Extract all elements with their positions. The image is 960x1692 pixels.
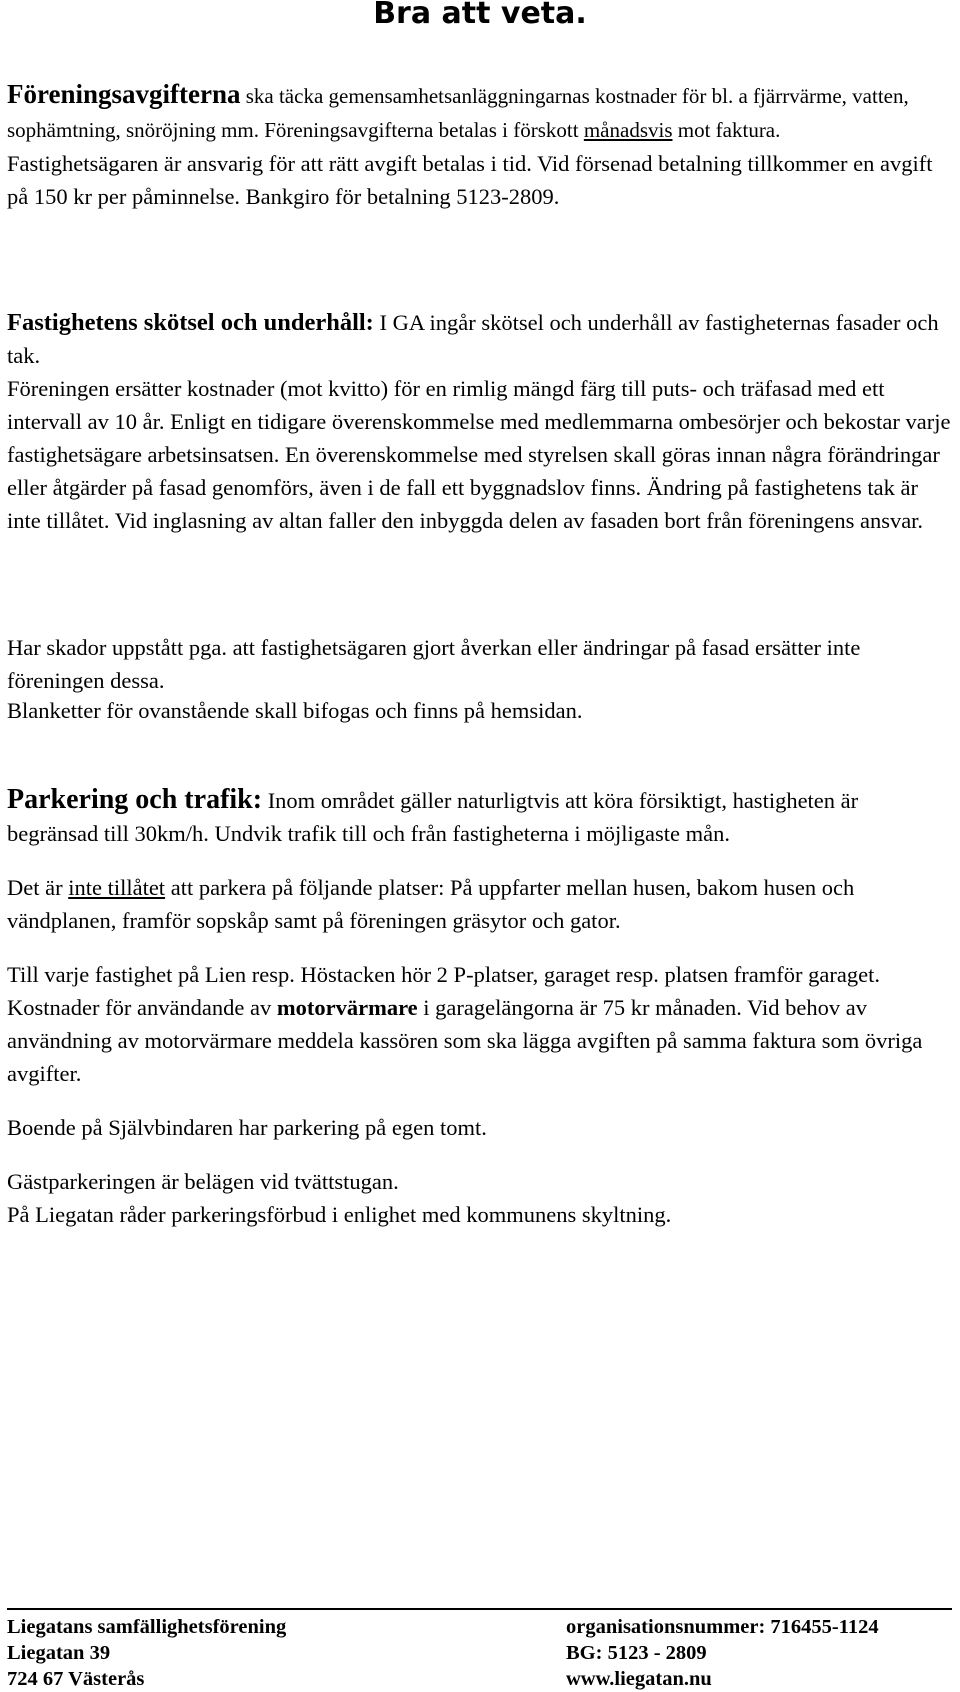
footer-bankgiro: BG: 5123 - 2809 — [566, 1642, 707, 1664]
parkering-heading: Parkering och trafik: — [7, 784, 263, 815]
footer-left — [7, 1614, 286, 1692]
avgifter-heading: Föreningsavgifterna — [7, 79, 241, 109]
avgifter-text-end: mot faktura. — [672, 118, 781, 142]
motorvarmare-paragraph — [7, 991, 952, 1090]
footer-org-number: organisationsnummer: 716455-1124 — [566, 1616, 879, 1638]
blanketter-paragraph: Blanketter för ovanstående skall bifogas och finns på hemsidan. — [7, 698, 583, 723]
avgifter-manadsvis: månadsvis — [583, 118, 673, 142]
skotsel-body-paragraph: Föreningen ersätter kostnader (mot kvitto) för en rimlig mängd färg till puts- och träfasad med ett intervall av 10 år. Enligt en tidigare överenskommelse med medlemmarna ombesörjer och bekostar varje fastighetsägare arbetsinsatsen. En överenskommelse med styrelsen skall göras innan några förändringar eller åtgärder på fasad genomförs, även i de fall ett byggnadslov finns. Ändring på fastighetens tak är inte tillåtet. Vid inglasning av altan faller den inbyggda delen av fasaden bort från föreningens ansvar. — [7, 376, 951, 533]
skotsel-intro-paragraph — [7, 306, 952, 372]
motor-post: i garagelängorna är 75 kr månaden. Vid behov av användning av motorvärmare meddela kassören som ska lägga avgiften på samma faktura som övriga avgifter. — [7, 995, 923, 1086]
footer-address: Liegatan 39 — [7, 1642, 111, 1664]
section-foreningsavgifter — [7, 78, 952, 213]
avgifter-text: ska täcka gemensamhetsanläggningarnas kostnader för bl. a fjärrvärme, vatten, sophämtning, snöröjning mm. Föreningsavgifterna betalas i förskott — [7, 84, 909, 142]
forbud-post: att parkera på följande platser: På uppfarter mellan husen, bakom husen och vändplanen, framför sopskåp samt på föreningen gräsytor och gator. — [7, 875, 855, 933]
parkering-forbud-paragraph — [7, 871, 952, 937]
pplatser-paragraph: Till varje fastighet på Lien resp. Höstacken hör 2 P-platser, garaget resp. platsen framför garaget. — [7, 962, 880, 987]
section-parkering — [7, 783, 952, 1231]
footer-website: www.liegatan.nu — [566, 1668, 712, 1690]
motor-bold: motorvärmare — [276, 995, 418, 1020]
sjalvbindaren-paragraph: Boende på Självbindaren har parkering på egen tomt. — [7, 1115, 487, 1140]
skotsel-heading: Fastighetens skötsel och underhåll: — [7, 309, 374, 336]
skador-paragraph: Har skador uppstått pga. att fastighetsägaren gjort åverkan eller ändringar på fasad ersätter inte föreningen dessa. — [7, 635, 861, 693]
parkering-intro: Inom området gäller naturligtvis att köra försiktigt, hastigheten är begränsad till 30km/h. Undvik trafik till och från fastigheterna i möjligaste mån. — [7, 788, 859, 846]
parkering-intro-paragraph — [7, 783, 952, 850]
motor-pre: Kostnader för användande av — [7, 995, 277, 1020]
avgifter-paragraph — [7, 78, 952, 147]
section-skotsel — [7, 306, 952, 537]
forbud-pre: Det är — [7, 875, 69, 900]
forbud-inte-tillatet: inte tillåtet — [68, 875, 166, 900]
footer-org-name: Liegatans samfällighetsförening — [7, 1616, 287, 1638]
footer-city: 724 67 Västerås — [7, 1668, 145, 1690]
gast-paragraph: Gästparkeringen är belägen vid tvättstugan. — [7, 1169, 399, 1194]
avgifter-betalning-paragraph: Fastighetsägaren är ansvarig för att rätt avgift betalas i tid. Vid försenad betalning tillkommer en avgift på 150 kr per påminnelse. Bankgiro för betalning 5123-2809. — [7, 151, 933, 209]
footer-divider — [7, 1608, 952, 1610]
footer-right — [566, 1614, 879, 1692]
page-title: Bra att veta. — [373, 0, 587, 31]
liegatan-paragraph: På Liegatan råder parkeringsförbud i enlighet med kommunens skyltning. — [7, 1202, 672, 1227]
skotsel-intro: I GA ingår skötsel och underhåll av fastigheternas fasader och tak. — [7, 310, 939, 368]
